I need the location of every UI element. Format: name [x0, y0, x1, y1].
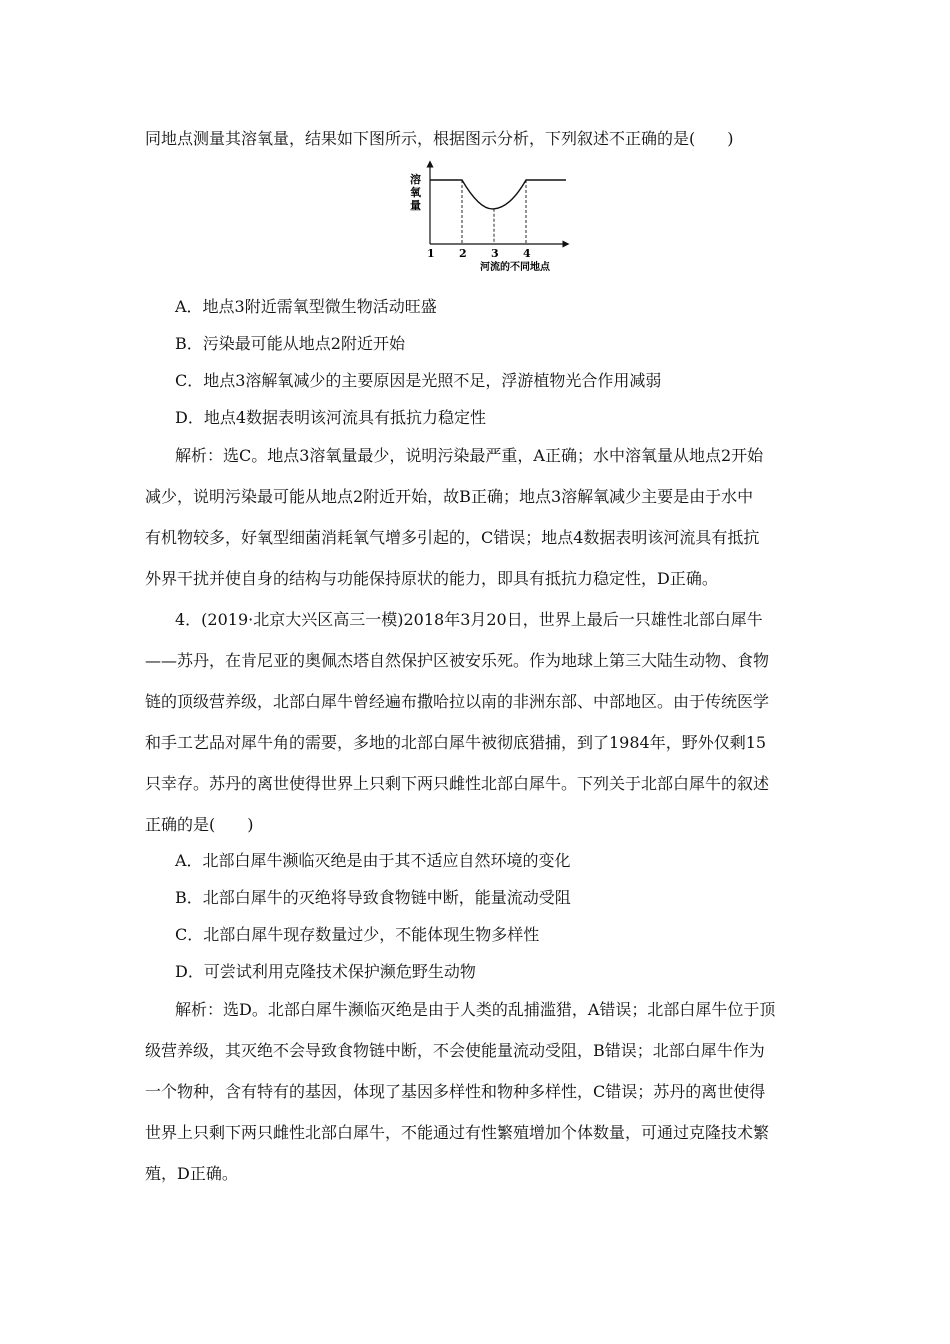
q4-stem-line: 只幸存。苏丹的离世使得世界上只剩下两只雌性北部白犀牛。下列关于北部白犀牛的叙述 [145, 774, 770, 793]
q3-option-b: B．污染最可能从地点2附近开始 [175, 334, 405, 353]
x-tick-label: 1 [427, 247, 435, 260]
dissolved-oxygen-chart [408, 160, 573, 280]
q4-option-a: A．北部白犀牛濒临灭绝是由于其不适应自然环境的变化 [175, 851, 571, 870]
x-tick-label: 3 [491, 247, 499, 260]
q4-stem-line: 和手工艺品对犀牛角的需要，多地的北部白犀牛被彻底猎捕，到了1984年，野外仅剩15 [145, 733, 767, 752]
x-tick-label: 2 [459, 247, 467, 260]
x-tick-label: 4 [523, 247, 531, 260]
q4-option-c: C．北部白犀牛现存数量过少，不能体现生物多样性 [175, 925, 540, 944]
q4-analysis-line: 世界上只剩下两只雌性北部白犀牛，不能通过有性繁殖增加个体数量，可通过克隆技术繁 [145, 1123, 770, 1142]
chart-svg [408, 160, 573, 280]
q3-analysis-line: 减少，说明污染最可能从地点2附近开始，故B正确；地点3溶解氧减少主要是由于水中 [145, 487, 754, 506]
q4-analysis-line: 一个物种，含有特有的基因，体现了基因多样性和物种多样性，C错误；苏丹的离世使得 [145, 1082, 766, 1101]
q4-analysis-line: 解析：选D。北部白犀牛濒临灭绝是由于人类的乱捕滥猎，A错误；北部白犀牛位于顶 [175, 1000, 776, 1019]
q3-stem: 同地点测量其溶氧量，结果如下图所示，根据图示分析，下列叙述不正确的是( ) [145, 129, 734, 148]
q4-option-d: D．可尝试利用克隆技术保护濒危野生动物 [175, 962, 476, 981]
q3-option-a: A．地点3附近需氧型微生物活动旺盛 [175, 297, 437, 316]
q3-option-c: C．地点3溶解氧减少的主要原因是光照不足，浮游植物光合作用减弱 [175, 371, 662, 390]
x-axis-label: 河流的不同地点 [480, 262, 550, 273]
y-axis-label: 溶氧量 [410, 173, 421, 212]
q4-analysis-line: 级营养级，其灭绝不会导致食物链中断，不会使能量流动受阻，B错误；北部白犀牛作为 [145, 1041, 765, 1060]
q3-analysis-line: 外界干扰并使自身的结构与功能保持原状的能力，即具有抵抗力稳定性，D正确。 [145, 569, 718, 588]
q4-stem-line: 4．(2019·北京大兴区高三一模)2018年3月20日，世界上最后一只雄性北部白犀牛 [175, 610, 763, 629]
q3-option-d: D．地点4数据表明该河流具有抵抗力稳定性 [175, 408, 487, 427]
q4-stem-line: 正确的是( ) [145, 815, 254, 834]
q3-analysis-line: 有机物较多，好氧型细菌消耗氧气增多引起的，C错误；地点4数据表明该河流具有抵抗 [145, 528, 760, 547]
q4-stem-line: ——苏丹，在肯尼亚的奥佩杰塔自然保护区被安乐死。作为地球上第三大陆生动物、食物 [145, 651, 770, 670]
oxygen-curve [430, 180, 566, 209]
q4-analysis-line: 殖，D正确。 [145, 1164, 238, 1183]
q4-option-b: B．北部白犀牛的灭绝将导致食物链中断，能量流动受阻 [175, 888, 571, 907]
q3-analysis-line: 解析：选C。地点3溶氧量最少，说明污染最严重，A正确；水中溶氧量从地点2开始 [175, 446, 764, 465]
q4-stem-line: 链的顶级营养级，北部白犀牛曾经遍布撒哈拉以南的非洲东部、中部地区。由于传统医学 [145, 692, 770, 711]
